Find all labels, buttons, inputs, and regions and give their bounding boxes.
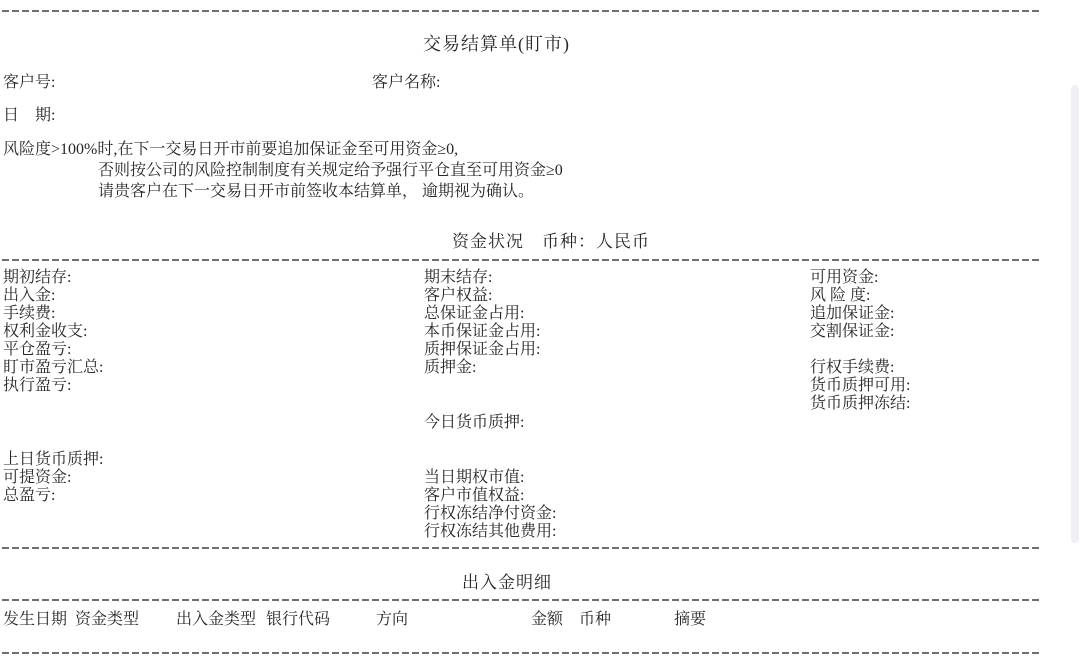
column-header-date: 发生日期 <box>3 611 68 628</box>
date-label: 日 期: <box>3 107 56 124</box>
column-header-summary: 摘要 <box>674 611 707 628</box>
risk-notice-line-1: 风险度>100%时,在下一交易日开市前要追加保证金至可用资金≥0, <box>3 141 459 158</box>
field-label-close-pnl: 平仓盈亏: <box>3 341 72 358</box>
field-label-total-margin: 总保证金占用: <box>424 305 525 322</box>
field-label-risk-degree: 风 险 度: <box>810 287 871 304</box>
column-header-direction: 方向 <box>376 611 409 628</box>
column-header-fund-type: 资金类型 <box>75 611 140 628</box>
field-label-exercise-frozen-other: 行权冻结其他费用: <box>424 523 557 540</box>
separator-line-funds <box>2 259 1042 261</box>
funds-section-heading: 资金状况 币种：人民币 <box>452 232 650 251</box>
risk-notice-line-3: 请贵客户在下一交易日开市前签收本结算单， 逾期视为确认。 <box>98 183 535 200</box>
field-label-client-equity: 客户权益: <box>424 287 493 304</box>
field-label-beginning-balance: 期初结存: <box>3 269 72 286</box>
field-label-option-market-value: 当日期权市值: <box>424 469 525 486</box>
customer-name-label: 客户名称: <box>372 74 441 91</box>
field-label-local-margin: 本币保证金占用: <box>424 323 541 340</box>
risk-notice-line-2: 否则按公司的风险控制制度有关规定给予强行平仓直至可用资金≥0 <box>98 162 563 179</box>
field-label-available-funds: 可用资金: <box>810 269 879 286</box>
field-label-deposit-withdrawal: 出入金: <box>3 287 56 304</box>
cashflow-section-heading: 出入金明细 <box>462 573 552 592</box>
field-label-commission: 手续费: <box>3 305 56 322</box>
column-header-currency: 币种 <box>579 611 612 628</box>
field-label-premium-income: 权利金收支: <box>3 323 88 340</box>
field-label-pledge-margin: 质押保证金占用: <box>424 341 541 358</box>
separator-line-cashflow-header <box>2 599 1042 601</box>
field-label-withdrawable-funds: 可提资金: <box>3 469 72 486</box>
field-label-delivery-margin: 交割保证金: <box>810 323 895 340</box>
field-label-prev-currency-pledge: 上日货币质押: <box>3 451 104 468</box>
field-label-total-pnl: 总盈亏: <box>3 487 56 504</box>
field-label-currency-pledge-frozen: 货币质押冻结: <box>810 395 911 412</box>
vertical-scrollbar-thumb[interactable] <box>1071 85 1079 543</box>
field-label-today-currency-pledge: 今日货币质押: <box>424 414 525 431</box>
column-header-cash-type: 出入金类型 <box>176 611 257 628</box>
field-label-pledge-fund: 质押金: <box>424 359 477 376</box>
field-label-exercise-fee: 行权手续费: <box>810 359 895 376</box>
separator-line-before-cashflow <box>2 547 1042 549</box>
column-header-bank-code: 银行代码 <box>266 611 331 628</box>
separator-line-top <box>2 10 1042 12</box>
field-label-exercise-frozen-net: 行权冻结净付资金: <box>424 505 557 522</box>
field-label-mtm-pnl-total: 盯市盈亏汇总: <box>3 359 104 376</box>
page-title: 交易结算单(盯市) <box>423 34 570 54</box>
field-label-ending-balance: 期末结存: <box>424 269 493 286</box>
field-label-call-margin: 追加保证金: <box>810 305 895 322</box>
column-header-amount: 金额 <box>531 611 564 628</box>
separator-line-bottom <box>2 652 1042 654</box>
field-label-currency-pledge-available: 货币质押可用: <box>810 377 911 394</box>
field-label-client-market-equity: 客户市值权益: <box>424 487 525 504</box>
customer-no-label: 客户号: <box>3 74 56 91</box>
field-label-exercise-pnl: 执行盈亏: <box>3 377 72 394</box>
